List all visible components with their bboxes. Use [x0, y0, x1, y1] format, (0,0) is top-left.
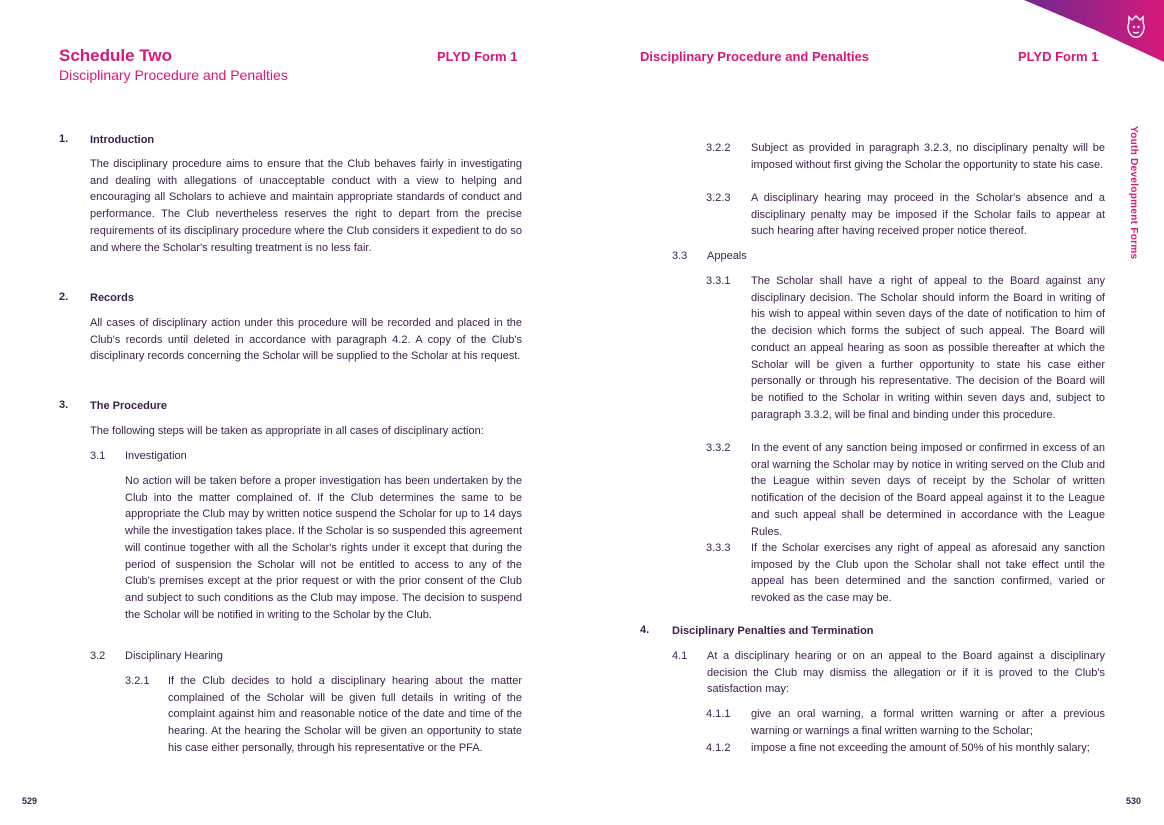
- clause-text: If the Scholar exercises any right of appeal as aforesaid any sanction imposed by the Club upon the Scholar shall not take effect until the appeal has been determined and the sanction confirmed, varied or revoked as the case may be.: [751, 542, 1105, 605]
- section-number: 2.: [59, 291, 69, 303]
- clause-number: 4.1.1: [706, 708, 731, 720]
- clause-number: 3.3.1: [706, 275, 731, 287]
- clause-text: give an oral warning, a formal written warning or after a previous warning or warnings a final written warning to the Scholar;: [751, 708, 1105, 737]
- page-subtitle-left: Disciplinary Procedure and Penalties: [59, 67, 288, 83]
- clause-number: 3.3.3: [706, 542, 731, 554]
- subsection-number: 4.1: [672, 650, 688, 662]
- subsection-text: No action will be taken before a proper investigation has been undertaken by the Club into the matter complained of. If the Club determines the same to be appropriate the Club may by written notice suspend the Scholar for up to 14 days while the investigation takes place. If the Scholar is so suspended this agreement will continue together with all the Scholar's rights under it except that during the period of suspension the Scholar will not be entitled to access to any of the Club's premises except at the prior request or with the prior consent of the Club and subject to such conditions as the Club may impose. The decision to suspend the Scholar will be notified in writing to the Scholar by the Club.: [125, 475, 522, 621]
- clause-number: 4.1.2: [706, 742, 731, 754]
- clause-number: 3.2.3: [706, 192, 731, 204]
- section-text: All cases of disciplinary action under this procedure will be recorded and placed in the Club's records until deleted in accordance with paragraph 4.2. A copy of the Club's disciplinary records concerning the Scholar will be supplied to the Scholar at his request.: [90, 317, 522, 363]
- subsection-number: 3.2: [90, 650, 106, 662]
- subsection-number: 3.1: [90, 450, 106, 462]
- page-title-left: Schedule Two: [59, 46, 173, 65]
- clause-text: A disciplinary hearing may proceed in the Scholar's absence and a disciplinary penalty may be imposed if the Scholar fails to appear at such hearing after having received proper notice thereof.: [751, 192, 1105, 238]
- side-section-label: Youth Development Forms: [1128, 126, 1139, 260]
- section-number: 3.: [59, 399, 69, 411]
- subsection-text: At a disciplinary hearing or on an appeal to the Board against a disciplinary decision the Club may dismiss the allegation or if it is proved to the Club's satisfaction may:: [707, 650, 1105, 696]
- clause-number: 3.2.1: [125, 675, 150, 687]
- section-text: The following steps will be taken as appropriate in all cases of disciplinary action:: [90, 425, 484, 437]
- section-heading: Introduction: [90, 134, 155, 146]
- page-number-left: 529: [22, 796, 38, 806]
- section-heading: Records: [90, 292, 135, 304]
- clause-number: 3.3.2: [706, 442, 731, 454]
- section-heading: The Procedure: [90, 400, 168, 412]
- clause-text: The Scholar shall have a right of appeal to the Board against any disciplinary decision. The Scholar should inform the Board in writing of his wish to appeal within seven days of the date of notification to him of the decision which forms the subject of such appeal. The Board will conduct an appeal hearing as soon as possible thereafter at which the Scholar will be given a further opportunity to state his case either personally or through his representative. The decision of the Board will be notified to the Scholar in writing within seven days and, subject to paragraph 3.3.2, will be final and binding under this procedure.: [751, 275, 1105, 421]
- clause-number: 3.2.2: [706, 142, 731, 154]
- page-title-right: Disciplinary Procedure and Penalties: [640, 49, 870, 64]
- section-heading: Disciplinary Penalties and Termination: [672, 625, 874, 637]
- subsection-number: 3.3: [672, 250, 688, 262]
- subsection-heading: Disciplinary Hearing: [125, 650, 223, 662]
- subsection-heading: Investigation: [125, 450, 187, 462]
- form-label-right: PLYD Form 1: [1018, 49, 1099, 64]
- clause-text: impose a fine not exceeding the amount of 50% of his monthly salary;: [751, 742, 1090, 754]
- clause-text: In the event of any sanction being imposed or confirmed in excess of an oral warning the Scholar may by notice in writing served on the Club and the League within seven days of receipt by the Scholar of written notification of the decision of the Board appeal against it to the League and such appeal shall be determined in accordance with the League Rules.: [751, 442, 1105, 538]
- clause-text: If the Club decides to hold a disciplinary hearing about the matter complained of the Scholar will be given full details in writing of the complaint against him and reasonable notice of the date and time of the hearing. At the hearing the Scholar will be given an opportunity to state his case either personally, through his representative or the PFA.: [168, 675, 522, 754]
- lion-crest-icon: [1124, 14, 1148, 40]
- page-number-right: 530: [1126, 796, 1142, 806]
- section-number: 4.: [640, 624, 650, 636]
- subsection-heading: Appeals: [707, 250, 747, 262]
- section-number: 1.: [59, 133, 69, 145]
- form-label-left: PLYD Form 1: [437, 49, 518, 64]
- clause-text: Subject as provided in paragraph 3.2.3, no disciplinary penalty will be imposed without first giving the Scholar the opportunity to state his case.: [751, 142, 1105, 171]
- section-text: The disciplinary procedure aims to ensure that the Club behaves fairly in investigating and dealing with allegations of unacceptable conduct with a view to helping and encouraging all Scholars to achieve and maintain appropriate standards of conduct and performance. The Club nevertheless reserves the right to depart from the precise requirements of its disciplinary procedure where the Club considers it expedient to do so and where the Scholar's resulting treatment is no less fair.: [90, 158, 522, 254]
